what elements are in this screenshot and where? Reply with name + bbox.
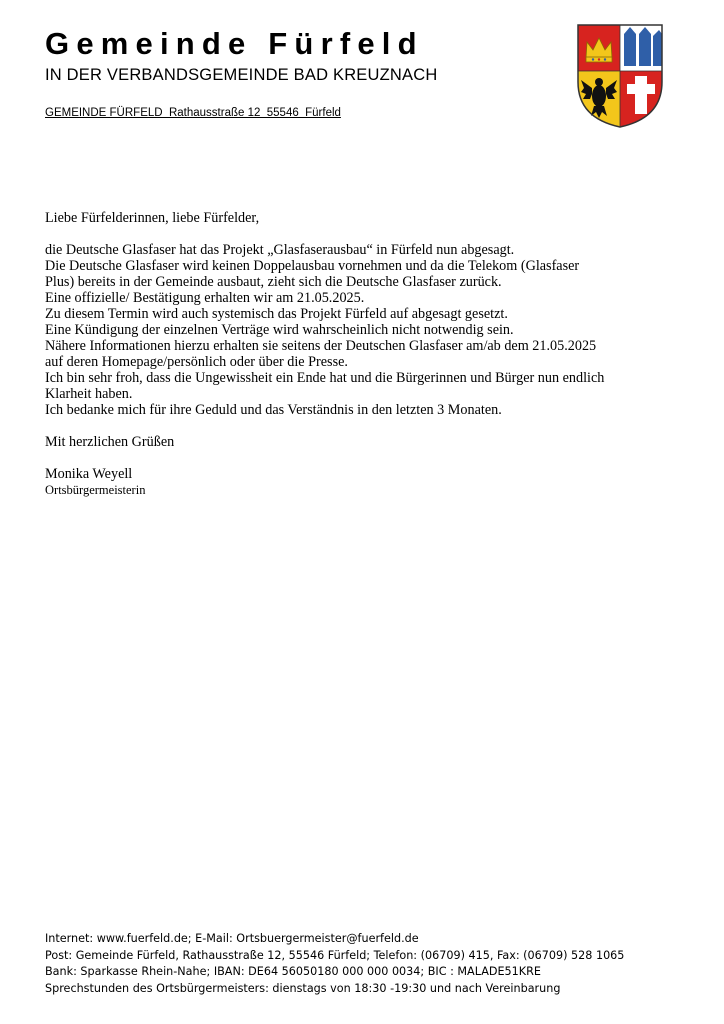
coat-of-arms-icon [575, 22, 665, 130]
footer-contact-web: Internet: www.fuerfeld.de; E-Mail: Ortsbuergermeister@fuerfeld.de [45, 932, 419, 945]
letter-line: Zu diesem Termin wird auch systemisch das Projekt Fürfeld auf abgesagt gesetzt. [45, 306, 508, 322]
letter-paragraph [45, 242, 685, 418]
letter-line: Die Deutsche Glasfaser wird keinen Doppelausbau vornehmen und da die Telekom (Glasfaser [45, 258, 580, 274]
signer-name: Monika Weyell [45, 466, 133, 482]
letter-footer [45, 931, 685, 997]
letter-line: Ich bedanke mich für ihre Geduld und das Verständnis in den letzten 3 Monaten. [45, 402, 502, 418]
letter-line: Eine Kündigung der einzelnen Verträge wird wahrscheinlich nicht notwendig sein. [45, 322, 514, 338]
municipality-title: Gemeinde Fürfeld [45, 26, 424, 61]
letter-line: auf deren Homepage/persönlich oder über die Presse. [45, 354, 348, 370]
signer-role: Ortsbürgermeisterin [45, 483, 146, 497]
footer-office-hours: Sprechstunden des Ortsbürgermeisters: dienstags von 18:30 -19:30 und nach Vereinbarung [45, 981, 561, 995]
municipality-subtitle: IN DER VERBANDSGEMEINDE BAD KREUZNACH [45, 66, 438, 84]
letter-line: Nähere Informationen hierzu erhalten sie seitens der Deutschen Glasfaser am/ab dem 21.05.2025 [45, 338, 597, 354]
letter-closing: Mit herzlichen Grüßen [45, 434, 175, 450]
letter-body [45, 210, 685, 498]
letter-line: Eine offizielle/ Bestätigung erhalten wir am 21.05.2025. [45, 290, 365, 306]
letter-line: Klarheit haben. [45, 386, 133, 402]
letter-line: die Deutsche Glasfaser hat das Projekt „Glasfaserausbau“ in Fürfeld nun abgesagt. [45, 242, 515, 258]
letter-line: Ich bin sehr froh, dass die Ungewissheit ein Ende hat und die Bürgerinnen und Bürger nun endlich [45, 370, 605, 386]
sender-address-line: GEMEINDE FÜRFELD Rathausstraße 12 55546 Fürfeld [45, 107, 341, 119]
footer-bank-details: Bank: Sparkasse Rhein-Nahe; IBAN: DE64 56050180 000 000 0034; BIC : MALADE51KRE [45, 965, 541, 978]
letter-greeting: Liebe Fürfelderinnen, liebe Fürfelder, [45, 210, 260, 226]
footer-contact-post: Post: Gemeinde Fürfeld, Rathausstraße 12, 55546 Fürfeld; Telefon: (06709) 415, Fax: (06709) 528 1065 [45, 948, 625, 962]
letter-line: Plus) bereits in der Gemeinde ausbaut, zieht sich die Deutsche Glasfaser zurück. [45, 274, 502, 290]
